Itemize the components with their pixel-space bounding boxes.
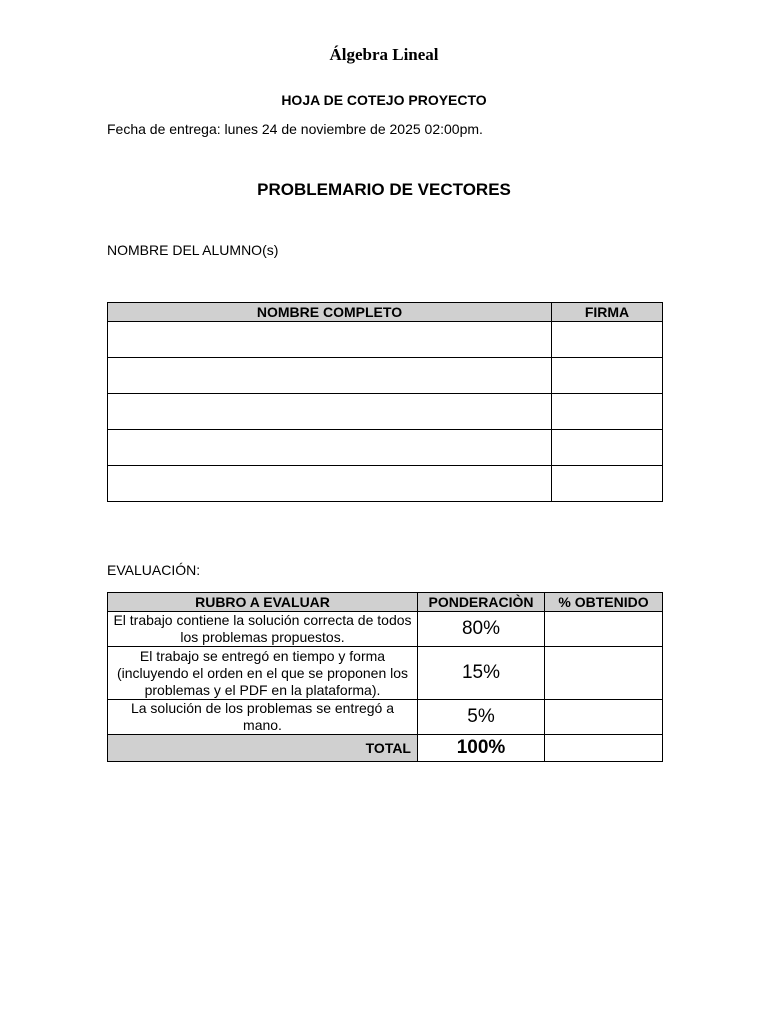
table-row xyxy=(108,358,663,394)
column-header-full-name: NOMBRE COMPLETO xyxy=(108,303,552,322)
table-row xyxy=(108,322,663,358)
full-name-cell[interactable] xyxy=(108,394,552,430)
obtained-cell[interactable] xyxy=(545,612,663,647)
evaluation-table-header xyxy=(108,593,663,612)
evaluation-table xyxy=(107,592,663,762)
full-name-cell[interactable] xyxy=(108,466,552,502)
column-header-signature: FIRMA xyxy=(552,303,663,322)
table-row xyxy=(108,466,663,502)
table-row xyxy=(108,647,663,700)
column-header-criterion: RUBRO A EVALUAR xyxy=(108,593,418,612)
criterion-cell: El trabajo se entregó en tiempo y forma (incluyendo el orden en el que se proponen los problemas y el PDF en la plataforma). xyxy=(108,647,418,700)
course-title: Álgebra Lineal xyxy=(329,45,439,64)
criterion-cell: La solución de los problemas se entregó a mano. xyxy=(108,700,418,735)
table-row xyxy=(108,394,663,430)
students-table xyxy=(107,302,663,502)
signature-cell[interactable] xyxy=(552,322,663,358)
table-row xyxy=(108,430,663,466)
project-title: PROBLEMARIO DE VECTORES xyxy=(257,180,511,199)
signature-cell[interactable] xyxy=(552,466,663,502)
weight-cell: 15% xyxy=(418,647,545,700)
students-label: NOMBRE DEL ALUMNO(s) xyxy=(107,242,279,258)
full-name-cell[interactable] xyxy=(108,430,552,466)
signature-cell[interactable] xyxy=(552,358,663,394)
sheet-title: HOJA DE COTEJO PROYECTO xyxy=(281,92,487,108)
signature-cell[interactable] xyxy=(552,430,663,466)
total-value: 100% xyxy=(418,735,545,762)
full-name-cell[interactable] xyxy=(108,358,552,394)
column-header-weight: PONDERACIÒN xyxy=(418,593,545,612)
column-header-obtained: % OBTENIDO xyxy=(545,593,663,612)
due-date: Fecha de entrega: lunes 24 de noviembre de 2025 02:00pm. xyxy=(107,121,483,137)
signature-cell[interactable] xyxy=(552,394,663,430)
weight-cell: 5% xyxy=(418,700,545,735)
total-row xyxy=(108,735,663,762)
evaluation-label: EVALUACIÓN: xyxy=(107,562,201,578)
total-label: TOTAL xyxy=(108,735,418,762)
criterion-cell: El trabajo contiene la solución correcta de todos los problemas propuestos. xyxy=(108,612,418,647)
table-row xyxy=(108,612,663,647)
full-name-cell[interactable] xyxy=(108,322,552,358)
students-table-header xyxy=(108,303,663,322)
obtained-cell[interactable] xyxy=(545,647,663,700)
weight-cell: 80% xyxy=(418,612,545,647)
total-obtained-cell[interactable] xyxy=(545,735,663,762)
table-row xyxy=(108,700,663,735)
obtained-cell[interactable] xyxy=(545,700,663,735)
